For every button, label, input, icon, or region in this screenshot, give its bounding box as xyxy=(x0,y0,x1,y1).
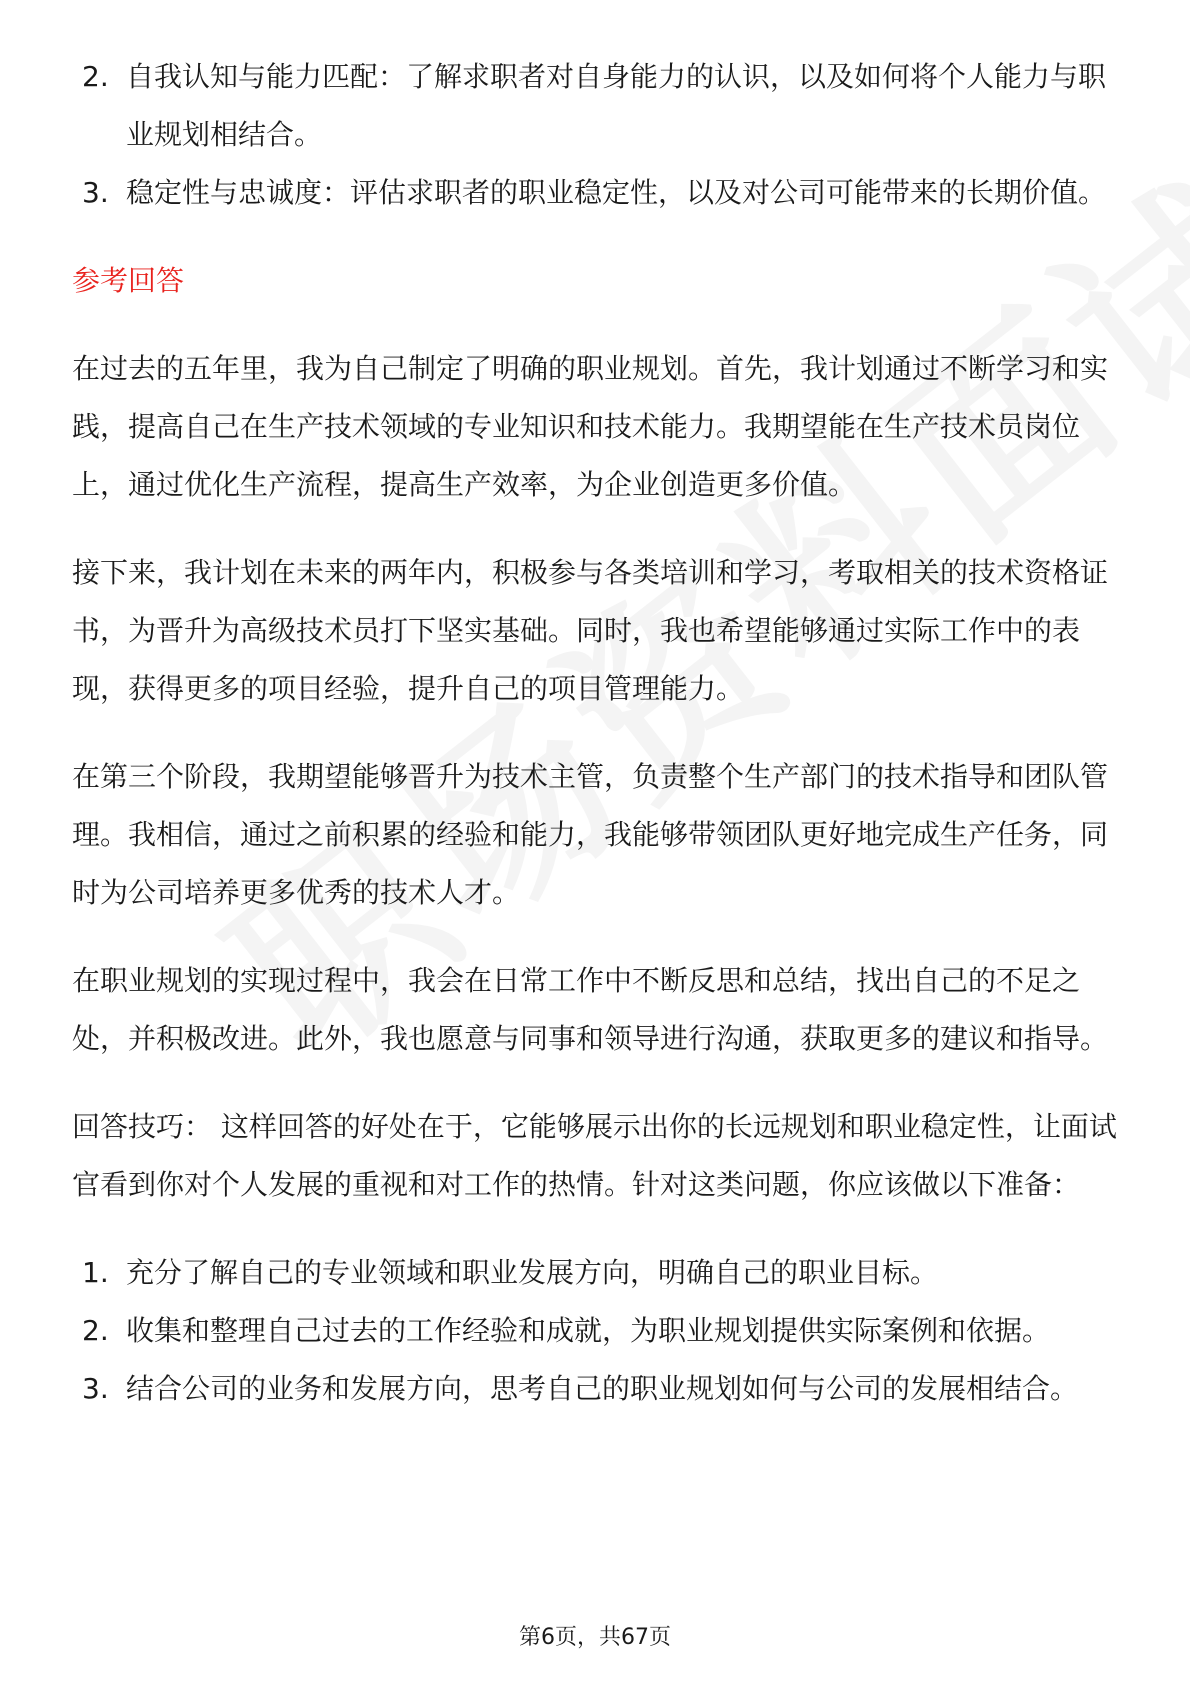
criteria-list xyxy=(72,48,1122,222)
list-text: 收集和整理自己过去的工作经验和成就，为职业规划提供实际案例和依据。 xyxy=(126,1314,1051,1347)
list-item xyxy=(72,1302,1122,1360)
answer-paragraph: 在第三个阶段，我期望能够晋升为技术主管，负责整个生产部门的技术指导和团队管理。我相信，通过之前积累的经验和能力，我能够带领团队更好地完成生产任务，同时为公司培养更多优秀的技术人才。 xyxy=(72,760,1109,909)
list-item xyxy=(72,164,1122,222)
list-text: 自我认知与能力匹配：了解求职者对自身能力的认识，以及如何将个人能力与职业规划相结合。 xyxy=(126,60,1107,151)
list-text: 结合公司的业务和发展方向，思考自己的职业规划如何与公司的发展相结合。 xyxy=(126,1372,1079,1405)
list-text: 充分了解自己的专业领域和职业发展方向，明确自己的职业目标。 xyxy=(126,1256,939,1289)
list-number: 2. xyxy=(82,60,109,93)
answer-paragraph: 在职业规划的实现过程中，我会在日常工作中不断反思和总结，找出自己的不足之处，并积极改进。此外，我也愿意与同事和领导进行沟通，获取更多的建议和指导。 xyxy=(72,964,1109,1055)
answer-paragraph: 在过去的五年里，我为自己制定了明确的职业规划。首先，我计划通过不断学习和实践，提高自己在生产技术领域的专业知识和技术能力。我期望能在生产技术员岗位上，通过优化生产流程，提高生产效率，为企业创造更多价值。 xyxy=(72,352,1109,501)
list-item xyxy=(72,48,1122,164)
preparation-list xyxy=(72,1244,1122,1418)
section-heading: 参考回答 xyxy=(72,264,185,297)
list-item xyxy=(72,1360,1122,1418)
list-number: 1. xyxy=(82,1256,109,1289)
tips-paragraph: 回答技巧： 这样回答的好处在于，它能够展示出你的长远规划和职业稳定性，让面试官看到你对个人发展的重视和对工作的热情。针对这类问题，你应该做以下准备： xyxy=(72,1110,1117,1201)
document-body xyxy=(72,48,1122,1448)
list-item xyxy=(72,1244,1122,1302)
list-number: 2. xyxy=(82,1314,109,1347)
answer-paragraph: 接下来，我计划在未来的两年内，积极参与各类培训和学习，考取相关的技术资格证书，为晋升为高级技术员打下坚实基础。同时，我也希望能够通过实际工作中的表现，获得更多的项目经验，提升自己的项目管理能力。 xyxy=(72,556,1109,705)
list-text: 稳定性与忠诚度：评估求职者的职业稳定性，以及对公司可能带来的长期价值。 xyxy=(126,176,1107,209)
list-number: 3. xyxy=(82,1372,109,1405)
list-number: 3. xyxy=(82,176,109,209)
page-number: 第6页，共67页 xyxy=(519,1625,671,1650)
